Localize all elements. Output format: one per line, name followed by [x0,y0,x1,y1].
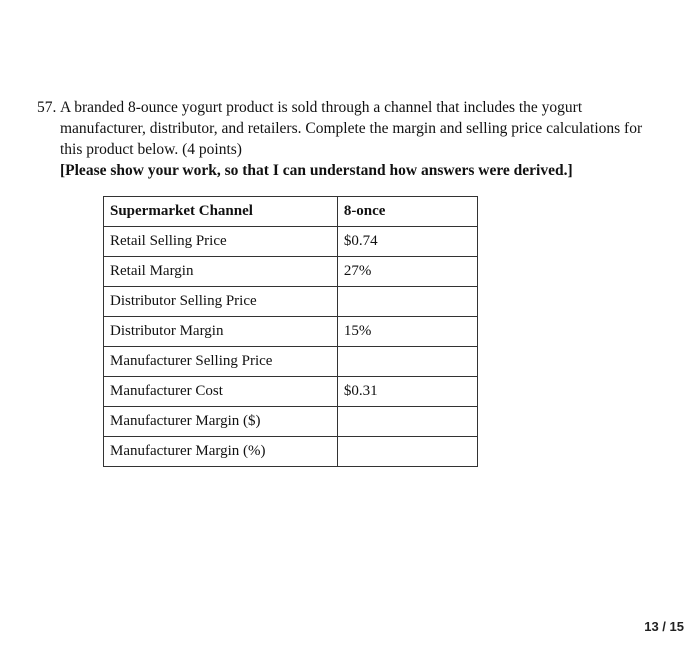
row-label: Manufacturer Selling Price [104,347,338,377]
row-label: Retail Margin [104,257,338,287]
row-value[interactable] [337,287,477,317]
row-label: Manufacturer Margin ($) [104,407,338,437]
question-line-1 [37,97,687,118]
table-row [104,377,478,407]
table-row [104,227,478,257]
table-row [104,317,478,347]
table-header-row [104,197,478,227]
question-instruction: [Please show your work, so that I can understand how answers were derived.] [60,162,573,179]
question-text-line-3: this product below. (4 points) [60,141,242,158]
row-value[interactable]: 27% [337,257,477,287]
row-value[interactable]: $0.74 [337,227,477,257]
row-value[interactable] [337,347,477,377]
row-value[interactable] [337,407,477,437]
table-header-value: 8-once [337,197,477,227]
question-number: 57. [37,99,57,116]
row-label: Manufacturer Cost [104,377,338,407]
page-number: 13 / 15 [644,619,684,634]
question-text-line-2: manufacturer, distributor, and retailers. Complete the margin and selling price calculations for [60,120,643,137]
row-label: Distributor Selling Price [104,287,338,317]
row-value[interactable] [337,437,477,467]
table-row [104,407,478,437]
question-block [37,97,687,181]
table-row [104,347,478,377]
table-row [104,437,478,467]
table-row [104,287,478,317]
margin-table [103,196,478,467]
question-text-line-1: A branded 8-ounce yogurt product is sold through a channel that includes the yogurt [60,99,583,116]
row-label: Distributor Margin [104,317,338,347]
row-label: Retail Selling Price [104,227,338,257]
table-row [104,257,478,287]
row-value[interactable]: 15% [337,317,477,347]
row-label: Manufacturer Margin (%) [104,437,338,467]
row-value[interactable]: $0.31 [337,377,477,407]
table-header-label: Supermarket Channel [104,197,338,227]
